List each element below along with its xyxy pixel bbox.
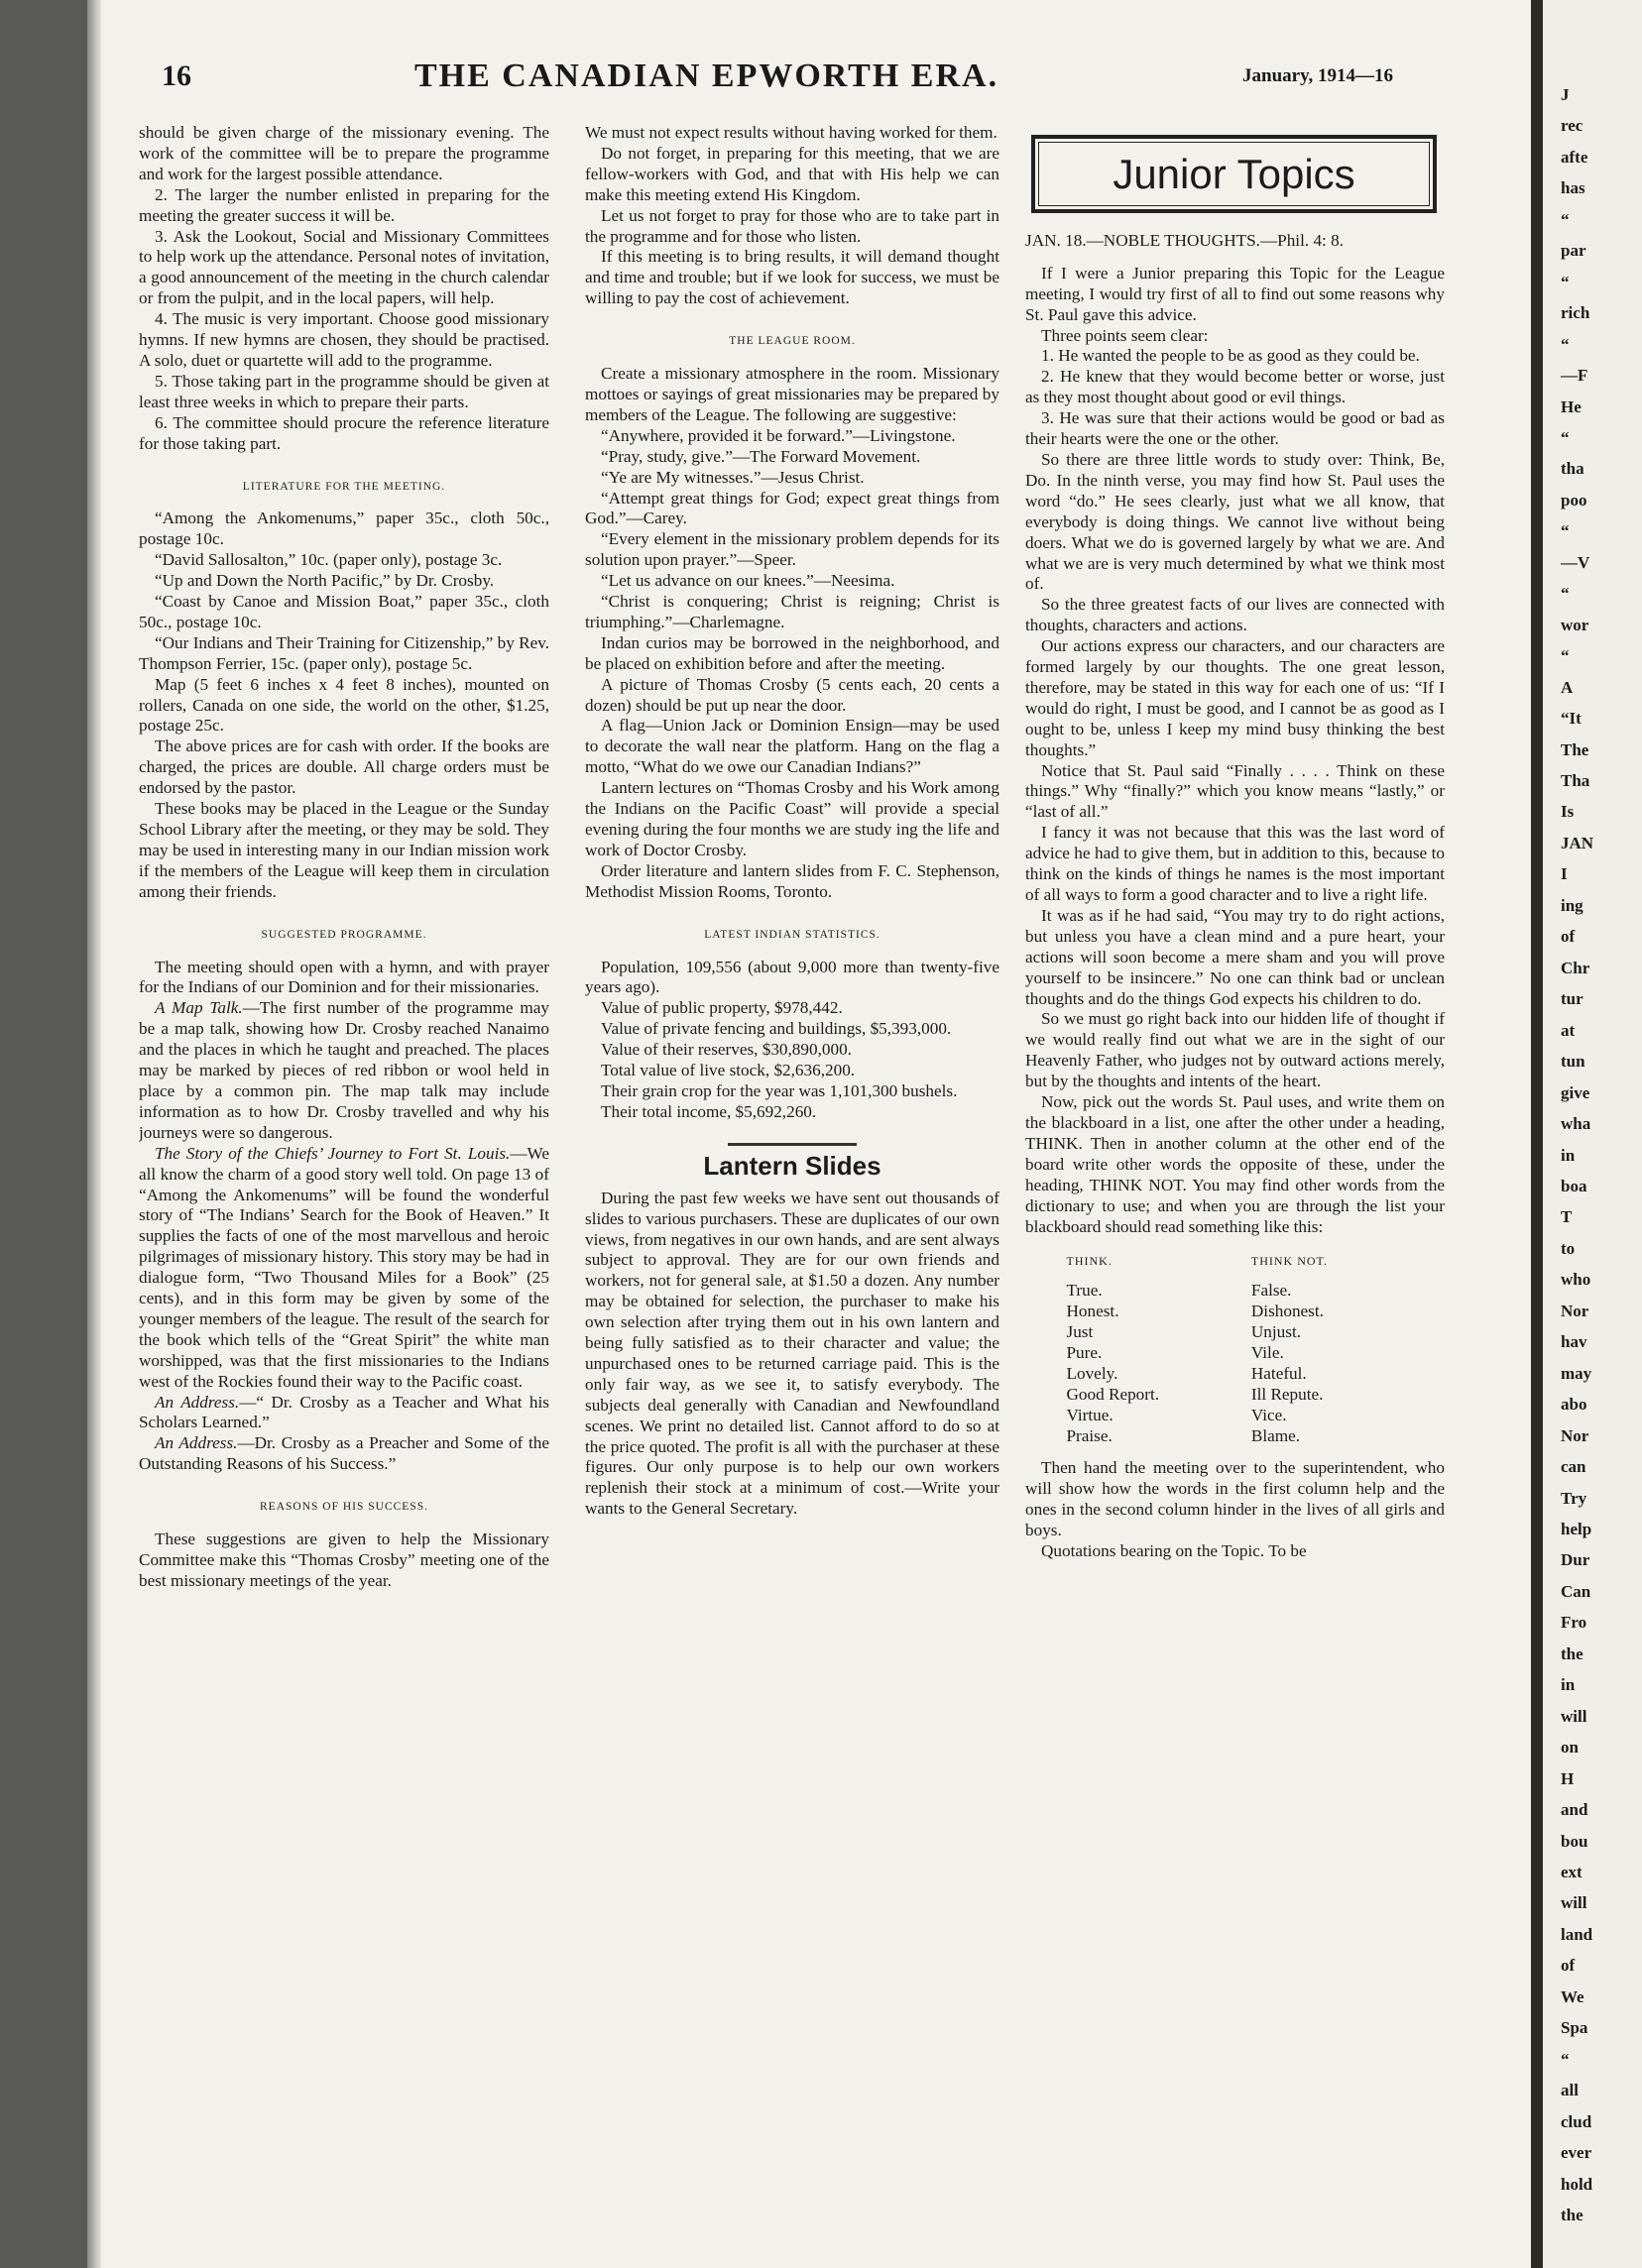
cropped-text-fragment: has <box>1561 178 1585 197</box>
table-cell: False. <box>1250 1281 1292 1301</box>
cropped-text-fragment: “ <box>1561 646 1570 665</box>
lead-in: An Address. <box>155 1392 240 1412</box>
cropped-text-fragment: boa <box>1561 1177 1587 1195</box>
cropped-text-fragment: The <box>1561 740 1589 759</box>
paragraph: “Coast by Canoe and Mission Boat,” paper 35c., cloth 50c., postage 10c. <box>139 592 549 631</box>
cropped-text-fragment: at <box>1561 1021 1576 1040</box>
page-gutter <box>1531 0 1543 2268</box>
cropped-text-fragment: ext <box>1561 1863 1583 1881</box>
paragraph: 3. He was sure that their actions would be good or bad as their hearts were the one or the other. <box>1025 408 1445 449</box>
cropped-text-fragment: poo <box>1561 491 1587 510</box>
cropped-text-fragment: I <box>1561 864 1568 883</box>
table-cell: True. <box>1066 1281 1103 1301</box>
paragraph: Value of private fencing and buildings, $5,393,000. <box>601 1019 952 1039</box>
table-cell: Ill Repute. <box>1250 1385 1324 1405</box>
cropped-text-fragment: wha <box>1561 1114 1591 1133</box>
paragraph: Indan curios may be borrowed in the neighborhood, and be placed on exhibition before and after the meeting. <box>585 632 999 673</box>
table-cell: Just <box>1066 1322 1094 1342</box>
cropped-text-fragment: land <box>1561 1925 1593 1944</box>
section-heading-literature: LITERATURE FOR THE MEETING. <box>242 480 446 493</box>
cropped-text-fragment: can <box>1561 1457 1586 1476</box>
paragraph: Three points seem clear: <box>1041 325 1209 345</box>
cropped-text-fragment: rich <box>1561 303 1590 322</box>
paragraph: Order literature and lantern slides from F. C. Stephenson, Methodist Mission Rooms, Toronto. <box>585 860 999 901</box>
cropped-text-fragment: He <box>1561 397 1582 416</box>
paragraph: So there are three little words to study over: Think, Be, Do. In the ninth verse, you may find how St. Paul uses the word “do.” He sees clearly, just what we all know, that everybody is doing things. We cannot live without being doers. What we do is governed largely by what we are. And what we are is very much determined by what we think most of. <box>1025 449 1445 594</box>
junior-topics-box <box>1031 135 1437 213</box>
cropped-text-fragment: JAN <box>1561 834 1594 852</box>
paragraph: “Up and Down the North Pacific,” by Dr. Crosby. <box>155 571 495 591</box>
table-header: THINK. <box>1066 1254 1113 1269</box>
paragraph: Notice that St. Paul said “Finally . . . . Think on these things.” Why “finally?” which you know means “lastly,” or “last of all.” <box>1025 760 1445 822</box>
cropped-text-fragment: the <box>1561 1644 1583 1663</box>
cropped-text-fragment: in <box>1561 1675 1576 1694</box>
think-table <box>1067 1251 1404 1446</box>
paragraph: A Map Talk.—The first number of the programme may be a map talk, showing how Dr. Crosby reached Nanaimo and the places in which he taught and preached. The places may be marked by pieces of red ribbon or wool held in place by a common pin. The map talk may include information as to how Dr. Crosby travelled and why his journeys were so dangerous. <box>139 998 549 1142</box>
table-row <box>1067 1321 1404 1342</box>
paragraph: The Story of the Chiefs’ Journey to Fort St. Louis.—We all know the charm of a good story well told. On page 13 of “Among the Ankomenums” will be found the wonderful story of “The Indians’ Search for the Book of Heaven.” It supplies the facts of one of the most marvellous and heroic pilgrimages of missionary history. This story may be had in dialogue form, “Two Thousand Miles for a Book” (25 cents), and in this form may be given by some of the younger members of the league. The result of the search for the book which tells of the “Great Spirit” the white man worshipped, was that the first missionaries to the Indians west of the Rockies found their way to the Pacific coast. <box>139 1143 549 1391</box>
paragraph: Now, pick out the words St. Paul uses, and write them on the blackboard in a list, one after the other under a heading, THINK. Then in another column at the other end of the board write other words the opposite of these, under the heading, THINK NOT. You may find other words from the dictionary to use; and when you are through the list your blackboard should read something like this: <box>1025 1092 1445 1236</box>
paragraph: “David Sallosalton,” 10c. (paper only), postage 3c. <box>155 550 503 570</box>
cropped-text-fragment: rec <box>1561 116 1583 135</box>
cropped-text-fragment: Is <box>1561 802 1575 821</box>
table-cell: Unjust. <box>1250 1322 1302 1342</box>
paragraph: A flag—Union Jack or Dominion Ensign—may be used to decorate the wall near the platform. Hang on the flag a motto, “What do we owe our Canadian Indians?” <box>585 716 999 777</box>
cropped-text-fragment: afte <box>1561 148 1588 167</box>
cropped-text-fragment: tun <box>1561 1052 1585 1071</box>
paragraph: Do not forget, in preparing for this meeting, that we are fellow-workers with God, and that with His help we can make this meeting extend His Kingdom. <box>585 143 999 204</box>
issue-date: January, 1914—16 <box>1242 65 1394 86</box>
paragraph: Lantern lectures on “Thomas Crosby and his Work among the Indians on the Pacific Coast” will provide a special evening during the four months we are study ing the life and work of Doctor Crosby. <box>585 778 999 859</box>
cropped-text-fragment: who <box>1561 1270 1591 1289</box>
paragraph: 1. He wanted the people to be as good as they could be. <box>1041 346 1420 366</box>
table-row <box>1067 1363 1404 1384</box>
paragraph: 3. Ask the Lookout, Social and Missionary Committees to help work up the attendance. Personal notes of invitation, a good announcement of the meeting in the church calendar or from the pulpit, and in the local papers, will help. <box>139 226 549 308</box>
paragraph: Value of their reserves, $30,890,000. <box>601 1040 852 1060</box>
paragraph: I fancy it was not because that this was the last word of advice he had to give them, but in addition to this, because to think on the kinds of things he names is the most important of all ways to form a good character and to live a right life. <box>1025 823 1445 904</box>
table-row <box>1067 1405 1404 1425</box>
paragraph: “Among the Ankomenums,” paper 35c., cloth 50c., postage 10c. <box>139 509 549 549</box>
cropped-text-fragment: Nor <box>1561 1302 1589 1320</box>
paragraph: If this meeting is to bring results, it will demand thought and time and trouble; but if we look for success, we must be willing to pay the cost of achievement. <box>585 247 999 308</box>
cropped-text-fragment: on <box>1561 1738 1579 1757</box>
adjacent-page-edge <box>1543 0 1642 2268</box>
paragraph: Create a missionary atmosphere in the room. Missionary mottoes or sayings of great missionaries may be prepared by members of the League. The following are suggestive: <box>585 364 999 424</box>
cropped-text-fragment: will <box>1561 1707 1587 1726</box>
paragraph: “Anywhere, provided it be forward.”—Livingstone. <box>601 425 956 445</box>
newspaper-page <box>87 0 1531 2268</box>
cropped-text-fragment: Nor <box>1561 1426 1589 1445</box>
cropped-text-fragment: Spa <box>1561 2018 1588 2037</box>
cropped-text-fragment: Tha <box>1561 771 1590 790</box>
paragraph: So we must go right back into our hidden life of thought if we would really find out what we are in the sight of our Heavenly Father, who judges not by outward actions merely, but by the thoughts and intents of the heart. <box>1025 1009 1445 1091</box>
paragraph: Let us not forget to pray for those who are to take part in the programme and for those who listen. <box>585 205 999 246</box>
paragraph: “Let us advance on our knees.”—Neesima. <box>601 571 895 591</box>
table-cell: Lovely. <box>1066 1364 1118 1384</box>
box-title: Junior Topics <box>1038 142 1430 206</box>
paragraph: During the past few weeks we have sent out thousands of slides to various purchasers. These are duplicates of our own views, from negatives in our own hands, and are sent always subject to approval. They are for our own friends and workers, not for general sale, at $1.50 a dozen. Any number may be obtained for selection, the purchaser to make his own selection after trying them out in his own lantern and being fully satisfied as to their character and value; the unpurchased ones to be returned carriage paid. This is the only fair way, as we see it, to satisfy everybody. The subjects deal generally with Canadian and Newfoundland scenes. We print no detailed list. Cannot afford to do so at the price quoted. The profit is all with the purchaser at these figures. Our only purpose is to help our own workers replenish their stock at a minimum of cost.—Write your wants to the General Secretary. <box>585 1188 999 1519</box>
paragraph: An Address.—“ Dr. Crosby as a Teacher and What his Scholars Learned.” <box>139 1392 549 1432</box>
cropped-text-fragment: hav <box>1561 1332 1587 1351</box>
table-cell: Dishonest. <box>1250 1302 1324 1321</box>
paragraph: Then hand the meeting over to the superintendent, who will show how the words in the first column help and the ones in the second column hinder in the lives of all girls and boys. <box>1025 1458 1445 1540</box>
paragraph: Their total income, $5,692,260. <box>601 1101 817 1121</box>
section-heading-programme: SUGGESTED PROGRAMME. <box>261 928 427 941</box>
cropped-text-fragment: “ <box>1561 335 1570 354</box>
cropped-text-fragment: —V <box>1561 553 1590 572</box>
paragraph: These books may be placed in the League or the Sunday School Library after the meeting, or they may be sold. They may be used in interesting many in our Indian mission work if the members of the League will keep them in circulation among their friends. <box>139 799 549 901</box>
paragraph: “Ye are My witnesses.”—Jesus Christ. <box>601 467 865 487</box>
cropped-text-fragment: the <box>1561 2206 1583 2224</box>
paragraph: Value of public property, $978,442. <box>601 998 843 1018</box>
table-cell: Good Report. <box>1066 1385 1160 1405</box>
paragraph: The above prices are for cash with order. If the books are charged, the prices are double. All charge orders must be endorsed by the pastor. <box>139 737 549 798</box>
paragraph: Population, 109,556 (about 9,000 more than twenty-five years ago). <box>585 957 999 997</box>
paragraph: Our actions express our characters, and our characters are formed largely by our thoughts. The one great lesson, therefore, may be stated in this way for each one of us: “If I would do right, I must be good, and I cannot be as good as I ought to be, unless I keep my mind busy thinking the best thoughts.” <box>1025 636 1445 759</box>
cropped-text-fragment: —F <box>1561 366 1588 385</box>
paragraph: Quotations bearing on the Topic. To be <box>1041 1540 1307 1560</box>
table-row <box>1067 1301 1404 1321</box>
topic-heading: JAN. 18.—NOBLE THOUGHTS.—Phil. 4: 8. <box>1025 230 1345 250</box>
paragraph: “Our Indians and Their Training for Citizenship,” by Rev. Thompson Ferrier, 15c. (paper only), postage 5c. <box>139 632 549 673</box>
table-cell: Pure. <box>1066 1343 1103 1363</box>
paragraph: Map (5 feet 6 inches x 4 feet 8 inches), mounted on rollers, Canada on one side, the world on the other, $1.25, postage 25c. <box>139 674 549 736</box>
cropped-text-fragment: bou <box>1561 1832 1588 1851</box>
cropped-text-fragment: Chr <box>1561 959 1590 977</box>
cropped-text-fragment: “ <box>1561 273 1570 291</box>
cropped-text-fragment: Fro <box>1561 1613 1587 1632</box>
column-2 <box>585 123 999 2244</box>
lead-in: The Story of the Chiefs’ Journey to Fort St. Louis. <box>155 1143 511 1163</box>
table-row <box>1067 1425 1404 1446</box>
paragraph: “Christ is conquering; Christ is reigning; Christ is triumphing.”—Charlemagne. <box>585 592 999 631</box>
section-heading-reasons: REASONS OF HIS SUCCESS. <box>260 1501 428 1514</box>
cropped-text-fragment: ing <box>1561 896 1583 915</box>
cropped-text-fragment: tur <box>1561 989 1583 1008</box>
paragraph: 2. He knew that they would become better or worse, just as they most thought about good or evil things. <box>1025 367 1445 407</box>
paragraph: Their grain crop for the year was 1,101,300 bushels. <box>601 1080 958 1100</box>
column-1 <box>139 123 549 2244</box>
column-3 <box>1025 123 1445 2244</box>
paragraph: If I were a Junior preparing this Topic for the League meeting, I would try first of all to find out some reasons why St. Paul gave this advice. <box>1025 263 1445 324</box>
paragraph: We must not expect results without having worked for them. <box>585 123 997 142</box>
cropped-text-fragment: help <box>1561 1520 1592 1538</box>
cropped-text-fragment: “ <box>1561 428 1570 447</box>
paragraph: A picture of Thomas Crosby (5 cents each, 20 cents a dozen) should be put up near the door. <box>585 674 999 715</box>
table-cell: Vile. <box>1250 1343 1284 1363</box>
cropped-text-fragment: give <box>1561 1083 1590 1102</box>
article-heading-lantern-slides: Lantern Slides <box>703 1150 881 1181</box>
cropped-text-fragment: “ <box>1561 584 1570 603</box>
paragraph: 5. Those taking part in the programme should be given at least three weeks in which to prepare their parts. <box>139 371 549 411</box>
paragraph: It was as if he had said, “You may try to do right actions, but unless you have a clean mind and a pure heart, your actions will soon become a mere sham and you will prove yourself to be insincere.” No one can think bad or unclean thoughts and do the things God expects his children to do. <box>1025 905 1445 1008</box>
lead-in: A Map Talk. <box>155 998 243 1018</box>
cropped-text-fragment: “ <box>1561 2050 1570 2069</box>
cropped-text-fragment: all <box>1561 2081 1579 2099</box>
cropped-text-fragment: We <box>1561 1987 1584 2006</box>
cropped-text-fragment: “ <box>1561 521 1570 540</box>
cropped-text-fragment: Can <box>1561 1582 1591 1601</box>
table-cell: Vice. <box>1250 1406 1287 1425</box>
cropped-text-fragment: Try <box>1561 1489 1587 1508</box>
paragraph: 4. The music is very important. Choose good missionary hymns. If new hymns are chosen, they should be practised. A solo, duet or quartette will add to the programme. <box>139 309 549 370</box>
cropped-text-fragment: par <box>1561 241 1586 260</box>
page-fold-shadow <box>87 0 101 2268</box>
cropped-text-fragment: H <box>1561 1769 1575 1788</box>
paragraph: 2. The larger the number enlisted in preparing for the meeting the greater success it will be. <box>139 184 549 225</box>
cropped-text-fragment: will <box>1561 1893 1587 1912</box>
table-cell: Hateful. <box>1250 1364 1307 1384</box>
paragraph: An Address.—Dr. Crosby as a Preacher and Some of the Outstanding Reasons of his Success.” <box>139 1433 549 1474</box>
table-cell: Honest. <box>1066 1302 1119 1321</box>
paragraph: Total value of live stock, $2,636,200. <box>601 1061 856 1080</box>
divider <box>728 1143 857 1146</box>
table-cell: Praise. <box>1066 1426 1113 1446</box>
cropped-text-fragment: abo <box>1561 1395 1587 1414</box>
table-row <box>1067 1342 1404 1363</box>
cropped-text-fragment: “It <box>1561 709 1582 728</box>
cropped-text-fragment: wor <box>1561 616 1589 634</box>
table-cell: Blame. <box>1250 1426 1301 1446</box>
paragraph: “Pray, study, give.”—The Forward Movement. <box>601 446 921 466</box>
cropped-text-fragment: ever <box>1561 2143 1592 2162</box>
cropped-text-fragment: “ <box>1561 210 1570 229</box>
think-table-body <box>1067 1280 1404 1446</box>
cropped-text-fragment: may <box>1561 1364 1592 1383</box>
cropped-text-fragment: clud <box>1561 2112 1592 2131</box>
table-row <box>1067 1280 1404 1301</box>
section-heading-league-room: THE LEAGUE ROOM. <box>729 335 856 348</box>
paragraph: These suggestions are given to help the Missionary Committee make this “Thomas Crosby” meeting one of the best missionary meetings of the year. <box>139 1530 549 1590</box>
table-cell: Virtue. <box>1066 1406 1114 1425</box>
cropped-text-fragment: T <box>1561 1207 1573 1226</box>
section-heading-statistics: LATEST INDIAN STATISTICS. <box>704 928 880 941</box>
cropped-text-fragment: A <box>1561 678 1574 697</box>
paragraph: 6. The committee should procure the reference literature for those taking part. <box>139 412 549 453</box>
cropped-text-fragment: of <box>1561 1956 1576 1975</box>
cropped-text-fragment: J <box>1561 85 1570 104</box>
table-header: THINK NOT. <box>1250 1254 1328 1269</box>
paragraph: “Attempt great things for God; expect great things from God.”—Carey. <box>585 488 999 528</box>
table-row <box>1067 1384 1404 1405</box>
cropped-text-fragment: Dur <box>1561 1550 1590 1569</box>
paragraph: should be given charge of the missionary evening. The work of the committee will be to prepare the programme and work for the largest possible attendance. <box>139 123 549 183</box>
page-number: 16 <box>162 59 191 92</box>
paragraph: The meeting should open with a hymn, and with prayer for the Indians of our Dominion and for their missionaries. <box>139 957 549 997</box>
publication-title: THE CANADIAN EPWORTH ERA. <box>414 57 999 94</box>
cropped-text-fragment: of <box>1561 927 1576 946</box>
cropped-text-fragment: and <box>1561 1800 1588 1819</box>
lead-in: An Address. <box>155 1433 238 1453</box>
cropped-text-fragment: in <box>1561 1146 1576 1165</box>
page-header <box>87 57 1531 107</box>
paragraph: So the three greatest facts of our lives are connected with thoughts, characters and actions. <box>1025 595 1445 635</box>
cropped-text-fragment: to <box>1561 1239 1576 1258</box>
cropped-text-fragment: hold <box>1561 2175 1593 2194</box>
cropped-text-fragment: tha <box>1561 459 1584 478</box>
paragraph: “Every element in the missionary problem depends for its solution upon prayer.”—Speer. <box>585 529 999 570</box>
